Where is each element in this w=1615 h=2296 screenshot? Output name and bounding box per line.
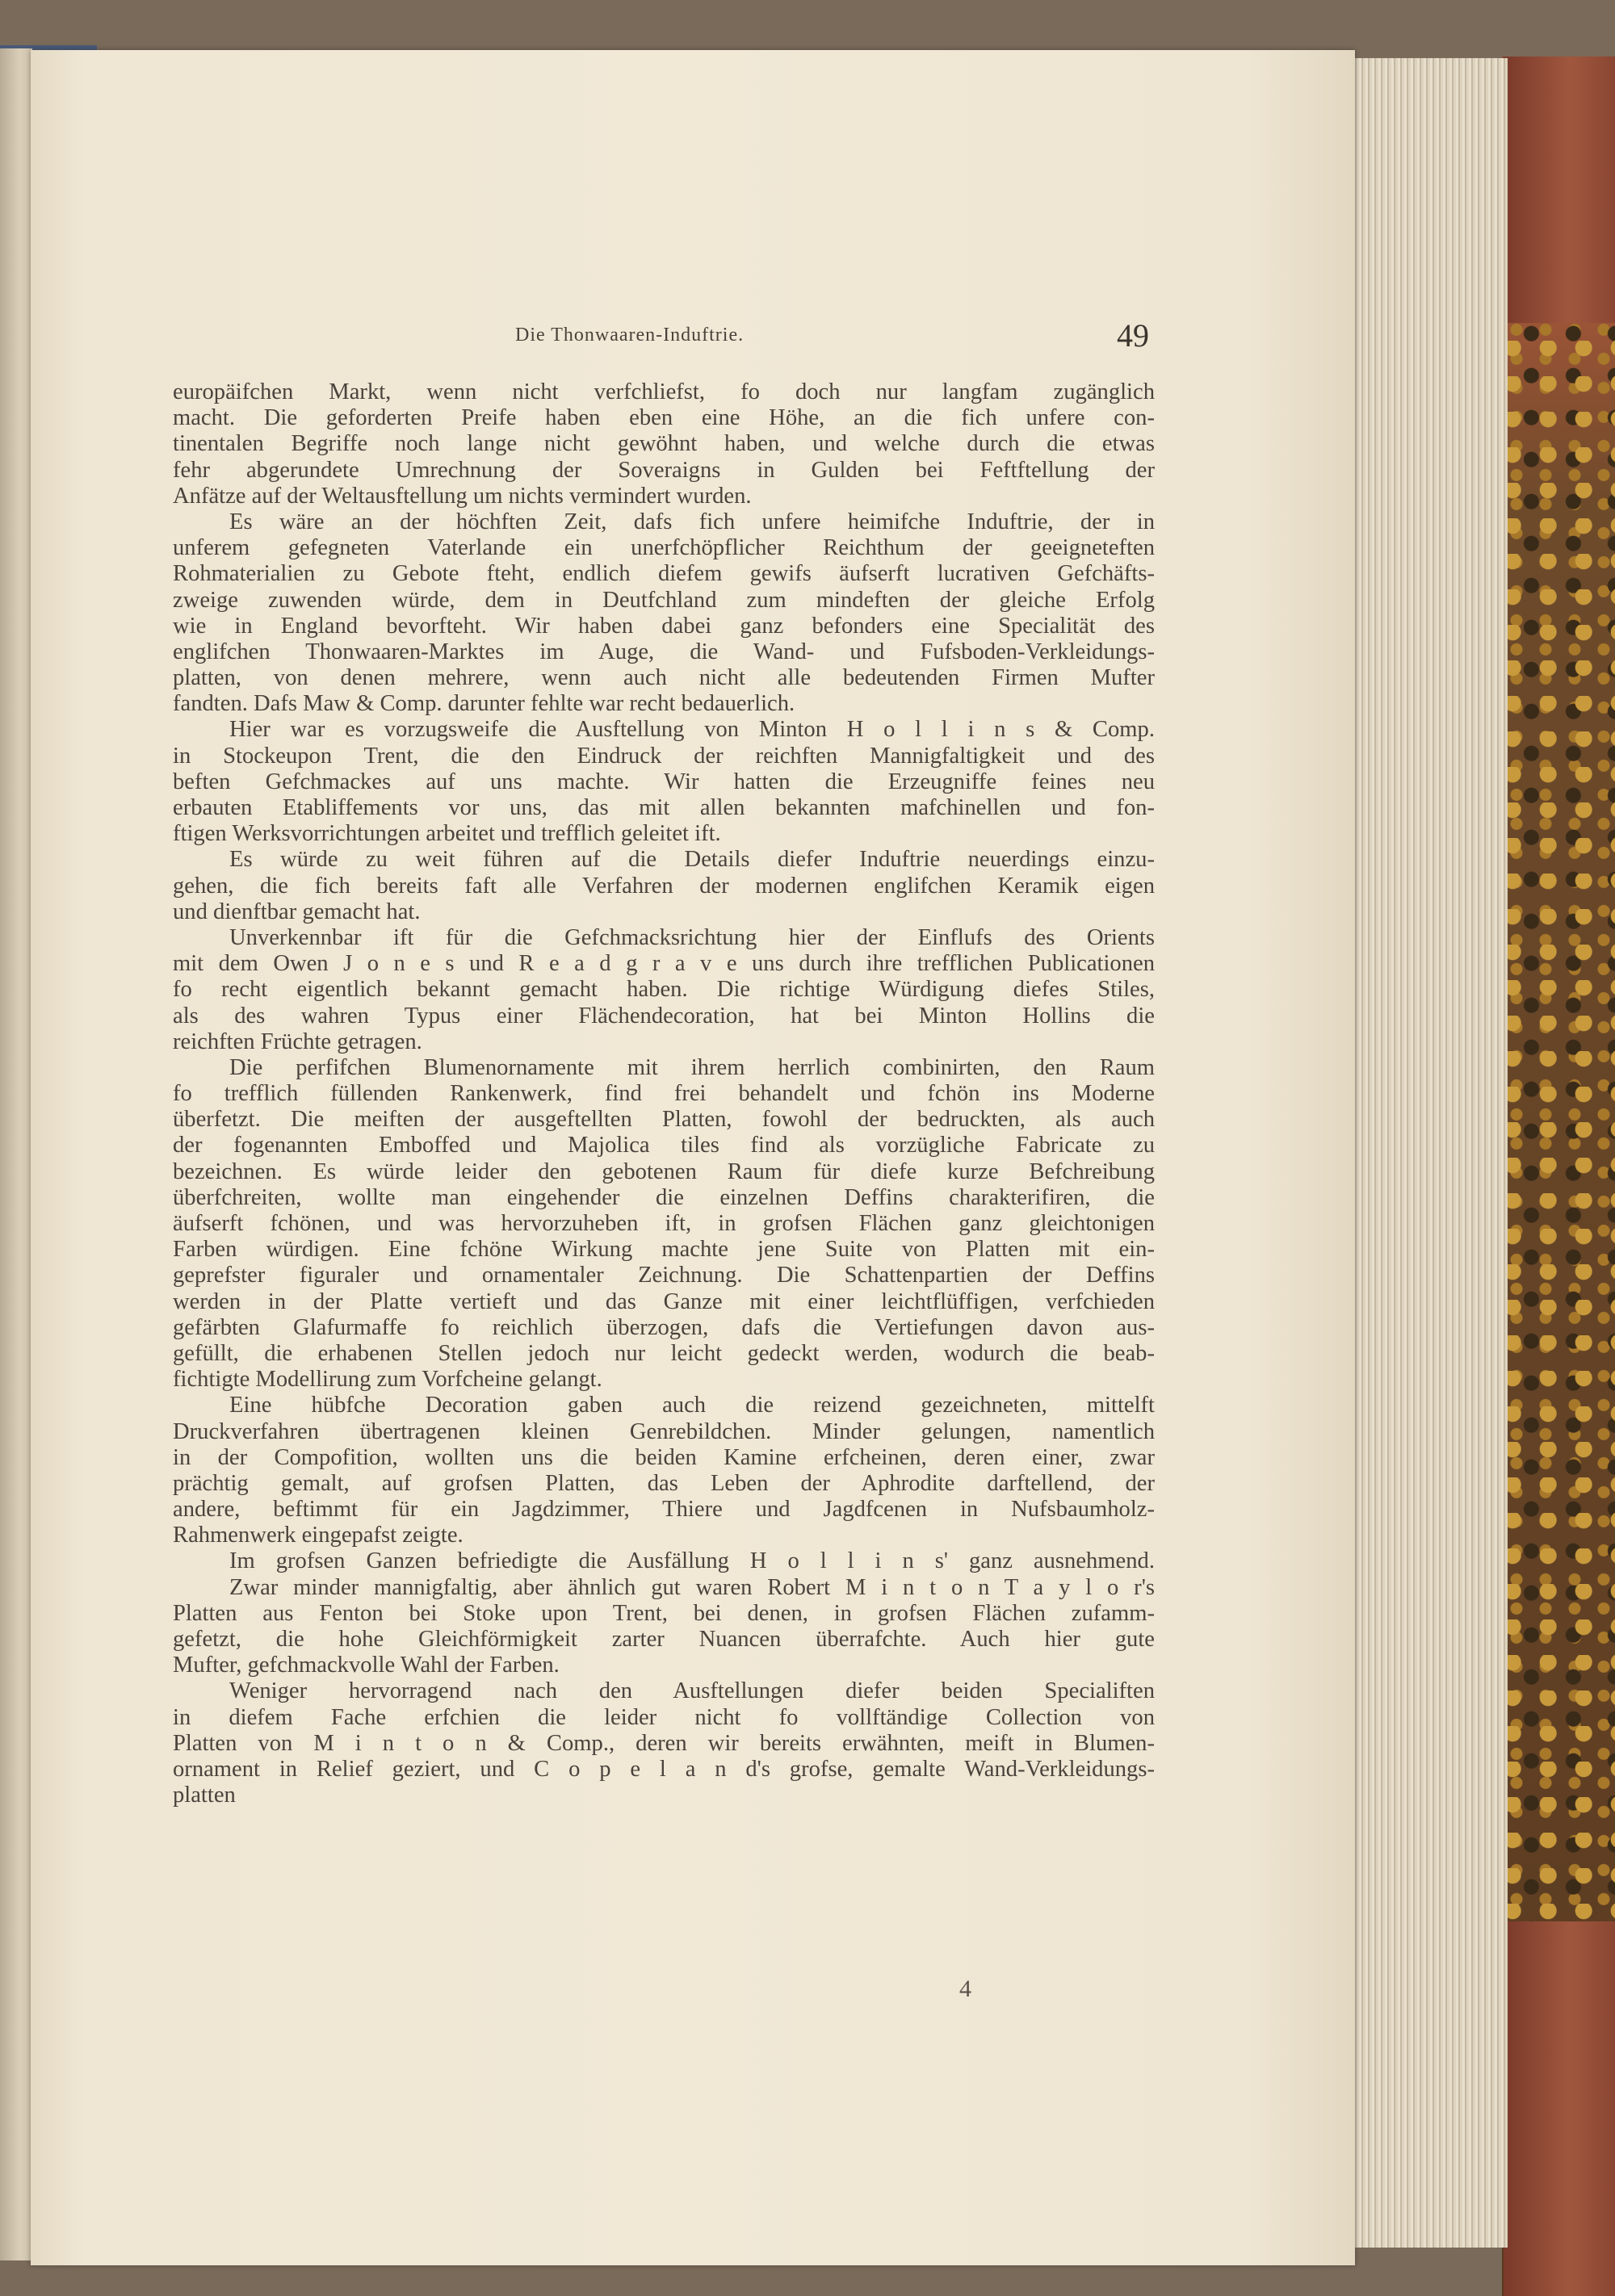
- text-line: äufserft fchönen, und was hervorzuheben ift, in grofsen Flächen ganz gleichtonigen: [173, 1211, 1155, 1236]
- text-line: Unverkennbar ift für die Gefchmacksrichtung hier der Einflufs des Orients: [229, 924, 1155, 950]
- text-line: zweige zuwenden würde, dem in Deutfchland zum mindeften der gleiche Erfolg: [173, 587, 1155, 613]
- text-line: reichften Früchte getragen.: [173, 1029, 422, 1054]
- text-line: gefärbten Glafurmaffe fo reichlich überzogen, dafs die Vertiefungen davon aus-: [173, 1314, 1155, 1340]
- text-line: geprefster figuraler und ornamentaler Zeichnung. Die Schattenpartien der Deffins: [173, 1263, 1155, 1288]
- text-line: in diefem Fache erfchien die leider nicht fo vollftändige Collection von: [173, 1704, 1155, 1730]
- text-line: Rohmaterialien zu Gebote fteht, endlich diefem gewifs äufserft lucrativen Gefchäfts-: [173, 561, 1155, 587]
- book-cover-leather-top: [1504, 57, 1615, 323]
- text-line: Hier war es vorzugsweife die Ausftellung von Minton H o l l i n s & Comp.: [229, 717, 1155, 743]
- text-line: in der Compofition, wollten uns die beiden Kamine erfcheinen, deren einer, zwar: [173, 1444, 1155, 1470]
- text-line: Druckverfahren übertragenen kleinen Genrebildchen. Minder gelungen, namentlich: [173, 1418, 1155, 1444]
- text-line: tinentalen Begriffe noch lange nicht gewöhnt haben, und welche durch die etwas: [173, 431, 1155, 457]
- text-line: fo recht eigentlich bekannt gemacht haben. Die richtige Würdigung diefes Stiles,: [173, 977, 1155, 1003]
- text-line: europäifchen Markt, wenn nicht verfchliefst, fo doch nur langfam zugänglich: [173, 379, 1155, 404]
- text-line: beften Gefchmackes auf uns machte. Wir hatten die Erzeugniffe feines neu: [173, 769, 1155, 794]
- text-line: Platten aus Fenton bei Stoke upon Trent, bei denen, in grofsen Flächen zufamm-: [173, 1600, 1155, 1626]
- text-line: Es würde zu weit führen auf die Details diefer Induftrie neuerdings einzu-: [229, 847, 1155, 873]
- text-line: überfchreiten, wollte man eingehender die einzelnen Deffins charakterifiren, die: [173, 1184, 1155, 1210]
- text-line: Es wäre an der höchften Zeit, dafs fich unfere heimifche Induftrie, der in: [229, 509, 1155, 534]
- signature-mark: 4: [959, 1975, 971, 2002]
- text-line: Mufter, gefchmackvolle Wahl der Farben.: [173, 1653, 560, 1678]
- text-line: bezeichnen. Es würde leider den gebotenen Raum für diefe kurze Befchreibung: [173, 1158, 1155, 1184]
- text-line: Im grofsen Ganzen befriedigte die Ausfällung H o l l i n s' ganz ausnehmend.: [229, 1548, 1155, 1574]
- text-line: mit dem Owen J o n e s und R e a d g r a v e uns durch ihre trefflichen Publicationen: [173, 951, 1155, 977]
- page-number: 49: [1117, 317, 1149, 354]
- text-line: Platten von M i n t o n & Comp., deren wir bereits erwähnten, meift in Blumen-: [173, 1730, 1155, 1756]
- text-line: platten, von denen mehrere, wenn auch nicht alle bedeutenden Firmen Mufter: [173, 665, 1155, 691]
- text-line: fo trefflich füllenden Rankenwerk, find frei behandelt und fchön ins Moderne: [173, 1081, 1155, 1107]
- text-line: Zwar minder mannigfaltig, aber ähnlich gut waren Robert M i n t o n T a y l o r's: [229, 1574, 1155, 1600]
- text-line: fehr abgerundete Umrechnung der Soveraigns in Gulden bei Feftftellung der: [173, 457, 1155, 483]
- text-line: werden in der Platte vertieft und das Ganze mit einer leichtflüffigen, verfchieden: [173, 1288, 1155, 1314]
- text-line: und dienftbar gemacht hat.: [173, 899, 421, 924]
- page-stack-edges: [1344, 58, 1508, 2248]
- text-line: fandten. Dafs Maw & Comp. darunter fehlte war recht bedauerlich.: [173, 691, 795, 717]
- text-line: Rahmenwerk eingepafst zeigte.: [173, 1523, 464, 1548]
- text-line: erbauten Etabliffements vor uns, das mit allen bekannten mafchinellen und fon-: [173, 795, 1155, 820]
- text-line: englifchen Thonwaaren-Marktes im Auge, die Wand- und Fufsboden-Verkleidungs-: [173, 639, 1155, 664]
- text-line: ornament in Relief geziert, und C o p e l a n d's grofse, gemalte Wand-Verkleidungs-: [173, 1756, 1155, 1782]
- text-line: überfetzt. Die meiften der ausgeftellten Platten, fowohl der bedruckten, als auch: [173, 1107, 1155, 1133]
- running-head: Die Thonwaaren-Induftrie.: [515, 325, 745, 346]
- text-line: Eine hübfche Decoration gaben auch die reizend gezeichneten, mittelft: [229, 1393, 1155, 1418]
- text-line: Weniger hervorragend nach den Ausftellungen diefer beiden Specialiften: [229, 1678, 1155, 1704]
- text-line: prächtig gemalt, auf grofsen Platten, das Leben der Aphrodite darftellend, der: [173, 1470, 1155, 1496]
- text-line: in Stockeupon Trent, die den Eindruck der reichften Mannigfaltigkeit und des: [173, 743, 1155, 769]
- body-text: [173, 379, 1155, 1808]
- book-cover-leather-bottom: [1504, 1921, 1615, 2296]
- text-line: gefüllt, die erhabenen Stellen jedoch nur leicht gedeckt werden, wodurch die beab-: [173, 1340, 1155, 1366]
- text-line: macht. Die geforderten Preife haben eben eine Höhe, an die fich unfere con-: [173, 405, 1155, 431]
- previous-page-edge: [0, 48, 32, 2260]
- text-line: wie in England bevorfteht. Wir haben dabei ganz befonders eine Specialität des: [173, 613, 1155, 639]
- text-line: unferem gefegneten Vaterlande ein unerfchöpflicher Reichthum der geeigneteften: [173, 535, 1155, 561]
- text-line: Die perfifchen Blumenornamente mit ihrem herrlich combinirten, den Raum: [229, 1054, 1155, 1080]
- text-line: der fogenannten Emboffed und Majolica tiles find als vorzügliche Fabricate zu: [173, 1133, 1155, 1158]
- text-line: als des wahren Typus einer Flächendecoration, hat bei Minton Hollins die: [173, 1003, 1155, 1029]
- text-line: platten: [173, 1783, 236, 1808]
- text-line: gefetzt, die hohe Gleichförmigkeit zarter Nuancen überrafchte. Auch hier gute: [173, 1627, 1155, 1652]
- text-line: fichtigte Modellirung zum Vorfcheine gelangt.: [173, 1367, 602, 1393]
- text-line: gehen, die fich bereits faft alle Verfahren der modernen englifchen Keramik eigen: [173, 873, 1155, 899]
- book-page: [31, 50, 1355, 2265]
- text-line: Anfätze auf der Weltausftellung um nichts vermindert wurden.: [173, 483, 752, 509]
- text-line: andere, beftimmt für ein Jagdzimmer, Thiere und Jagdfcenen in Nufsbaumholz-: [173, 1497, 1155, 1523]
- text-line: Farben würdigen. Eine fchöne Wirkung machte jene Suite von Platten mit ein-: [173, 1237, 1155, 1263]
- text-line: ftigen Werksvorrichtungen arbeitet und trefflich geleitet ift.: [173, 821, 721, 847]
